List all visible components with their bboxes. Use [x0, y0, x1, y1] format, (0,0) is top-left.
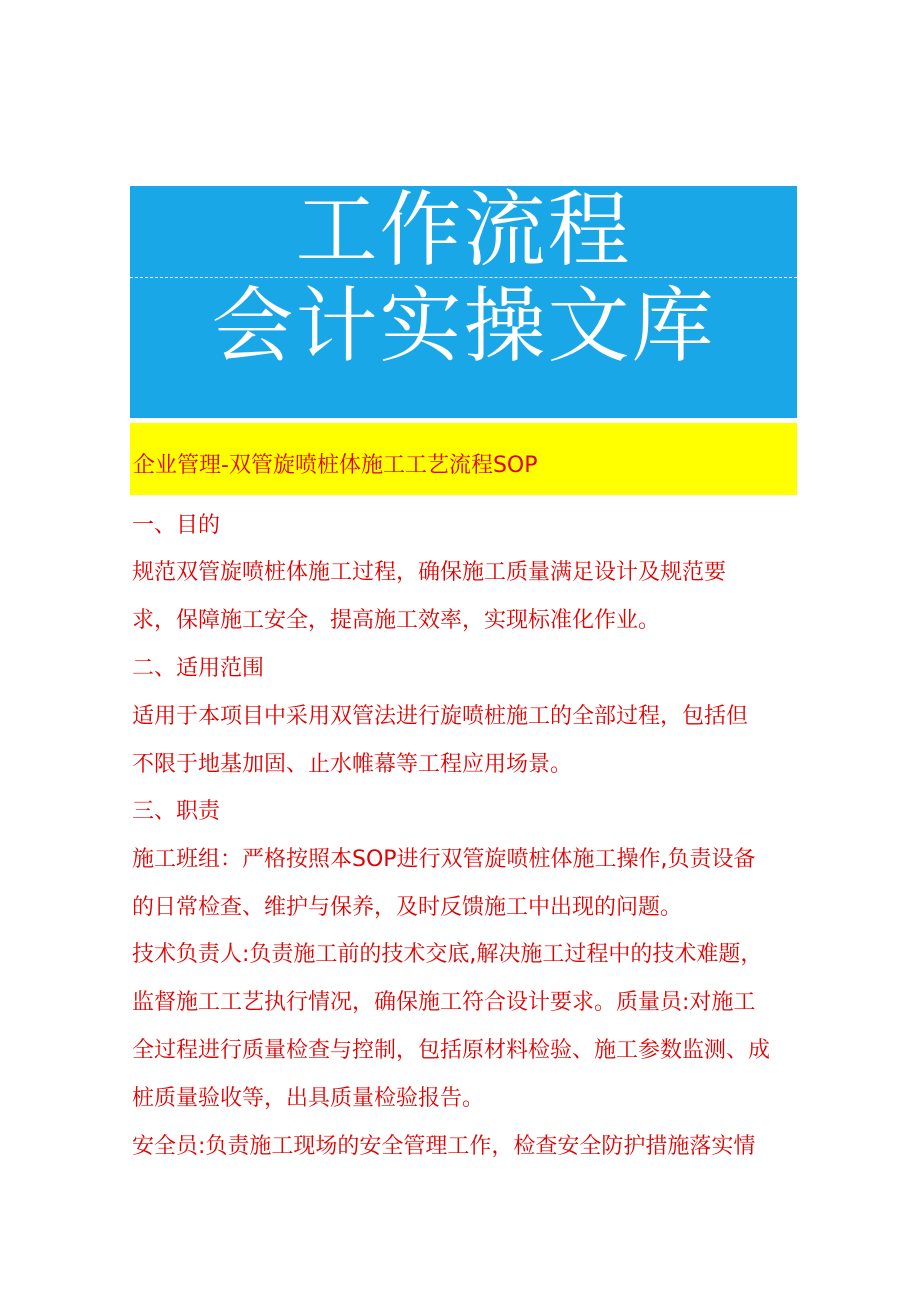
paragraph-line: 全过程进行质量检查与控制，包括原材料检验、施工参数监测、成 [132, 1038, 771, 1063]
paragraph-line: 监督施工工艺执行情况，确保施工符合设计要求。质量员:对施工 [132, 990, 756, 1015]
paragraph-line: 的日常检查、维护与保养，及时反馈施工中出现的问题。 [132, 895, 683, 920]
section-heading-purpose: 一、目的 [132, 513, 221, 538]
paragraph-line: 技术负责人:负责施工前的技术交底,解决施工过程中的技术难题， [132, 942, 763, 967]
paragraph-line: 规范双管旋喷桩体施工过程，确保施工质量满足设计及规范要 [132, 560, 727, 585]
paragraph-line: 施工班组：严格按照本SOP进行双管旋喷桩体施工操作,负责设备 [132, 847, 756, 872]
paragraph-line: 桩质量验收等，出具质量检验报告。 [132, 1086, 485, 1111]
section-heading-duties: 三、职责 [132, 799, 221, 824]
paragraph-line: 求，保障施工安全，提高施工效率，实现标准化作业。 [132, 608, 661, 633]
subtitle-bar [130, 423, 797, 495]
section-heading-scope: 二、适用范围 [132, 656, 265, 681]
paragraph-line: 安全员:负责施工现场的安全管理工作，检查安全防护措施落实情 [132, 1134, 756, 1159]
banner-title-line-2: 会计实操文库 [211, 279, 716, 374]
document-subtitle: 企业管理-双管旋喷桩体施工工艺流程SOP [133, 453, 538, 478]
paragraph-line: 不限于地基加固、止水帷幕等工程应用场景。 [132, 752, 573, 777]
banner-title-line-1: 工作流程 [295, 183, 632, 278]
paragraph-line: 适用于本项目中采用双管法进行旋喷桩施工的全部过程，包括但 [132, 704, 749, 729]
